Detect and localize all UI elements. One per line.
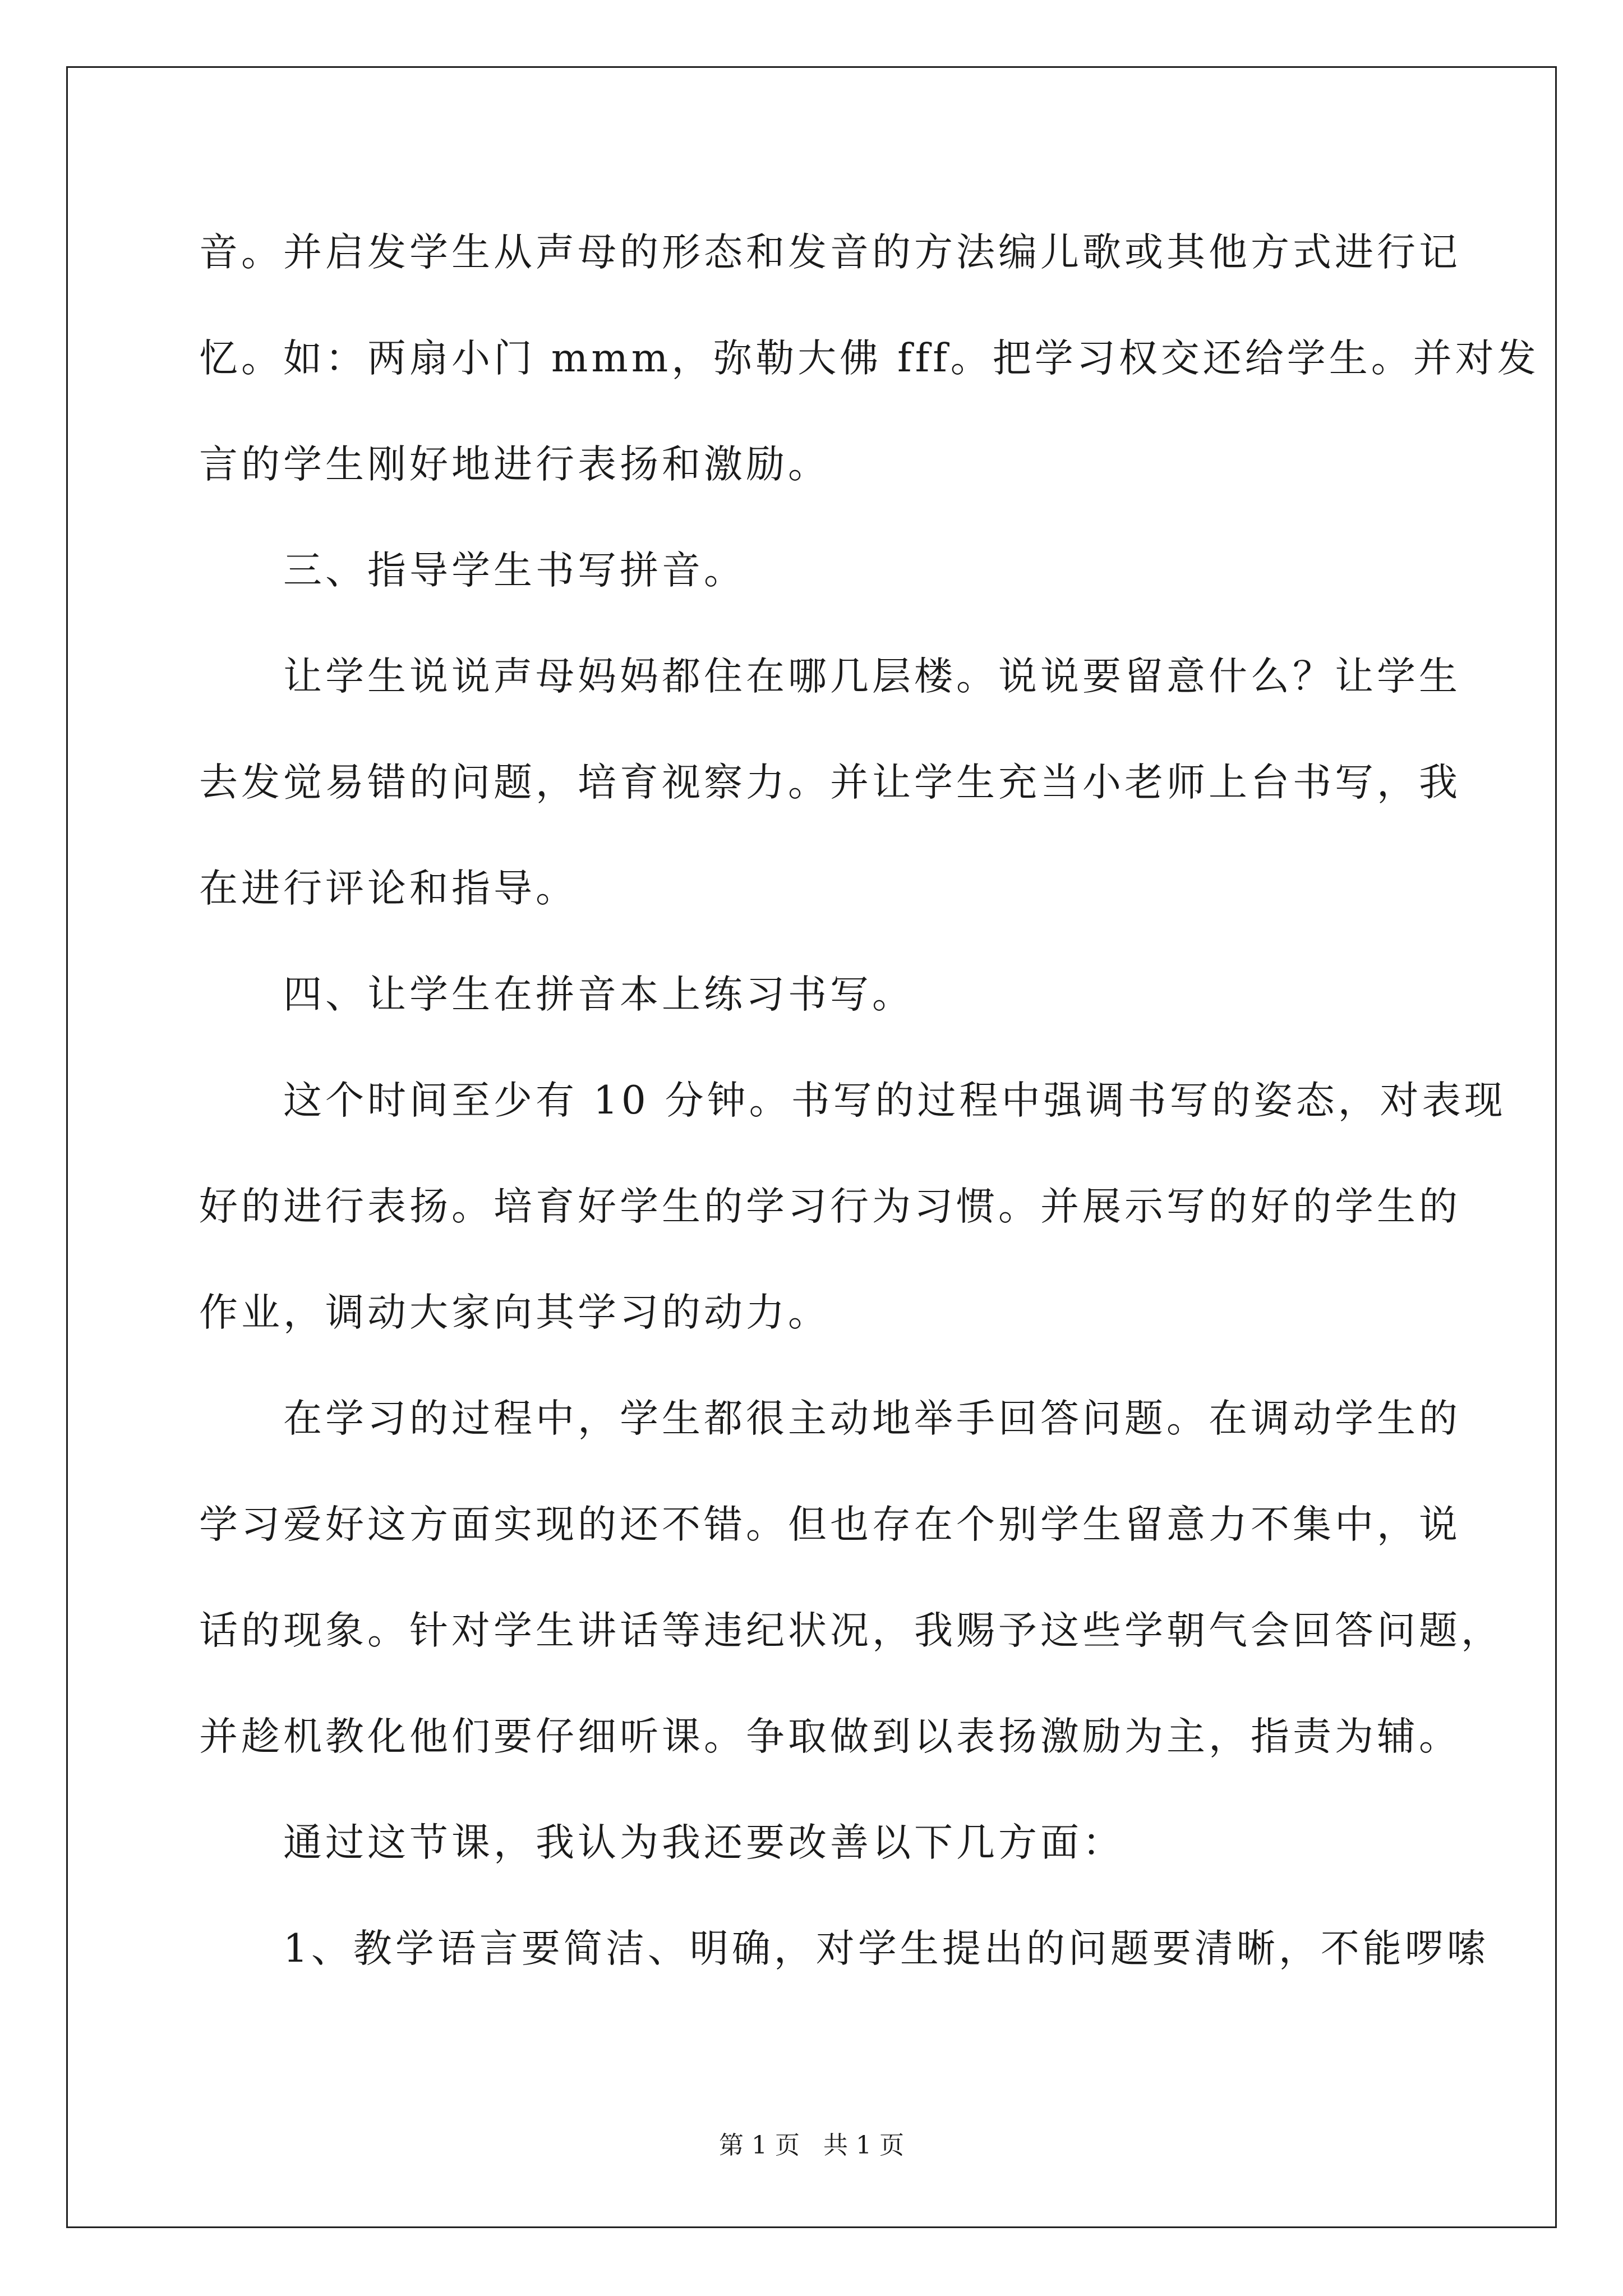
document-body bbox=[199, 222, 1539, 2024]
text-line: 并趁机教化他们要仔细听课。争取做到以表扬激励为主，指责为辅。 bbox=[199, 1714, 1461, 1759]
text-line: 话的现象。针对学生讲话等违纪状况，我赐予这些学朝气会回答问题， bbox=[199, 1608, 1503, 1653]
text-line: 音。并启发学生从声母的形态和发音的方法编儿歌或其他方式进行记 bbox=[199, 230, 1461, 275]
text-line: 学习爱好这方面实现的还不错。但也存在个别学生留意力不集中，说 bbox=[199, 1502, 1461, 1547]
text-line: 言的学生刚好地进行表扬和激励。 bbox=[199, 442, 830, 487]
text-line: 忆。如：两扇小门 mmm，弥勒大佛 fff。把学习权交还给学生。并对发 bbox=[199, 336, 1539, 381]
text-line: 作业，调动大家向其学习的动力。 bbox=[199, 1290, 830, 1335]
text-line: 好的进行表扬。培育好学生的学习行为习惯。并展示写的好的学生的 bbox=[199, 1184, 1461, 1229]
text-line: 在进行评论和指导。 bbox=[199, 866, 578, 911]
text-line: 这个时间至少有 10 分钟。书写的过程中强调书写的姿态，对表现 bbox=[283, 1078, 1506, 1123]
text-line: 在学习的过程中，学生都很主动地举手回答问题。在调动学生的 bbox=[283, 1396, 1461, 1441]
text-line: 通过这节课，我认为我还要改善以下几方面： bbox=[283, 1820, 1124, 1865]
section-heading: 四、让学生在拼音本上练习书写。 bbox=[283, 972, 914, 1017]
text-line: 去发觉易错的问题，培育视察力。并让学生充当小老师上台书写，我 bbox=[199, 760, 1461, 805]
text-line: 1、教学语言要简洁、明确，对学生提出的问题要清晰，不能啰嗦 bbox=[283, 1926, 1489, 1971]
page-number-footer: 第 1 页 共 1 页 bbox=[719, 2131, 904, 2160]
section-heading: 三、指导学生书写拼音。 bbox=[283, 548, 746, 593]
text-line: 让学生说说声母妈妈都住在哪几层楼。说说要留意什么？让学生 bbox=[283, 654, 1461, 699]
